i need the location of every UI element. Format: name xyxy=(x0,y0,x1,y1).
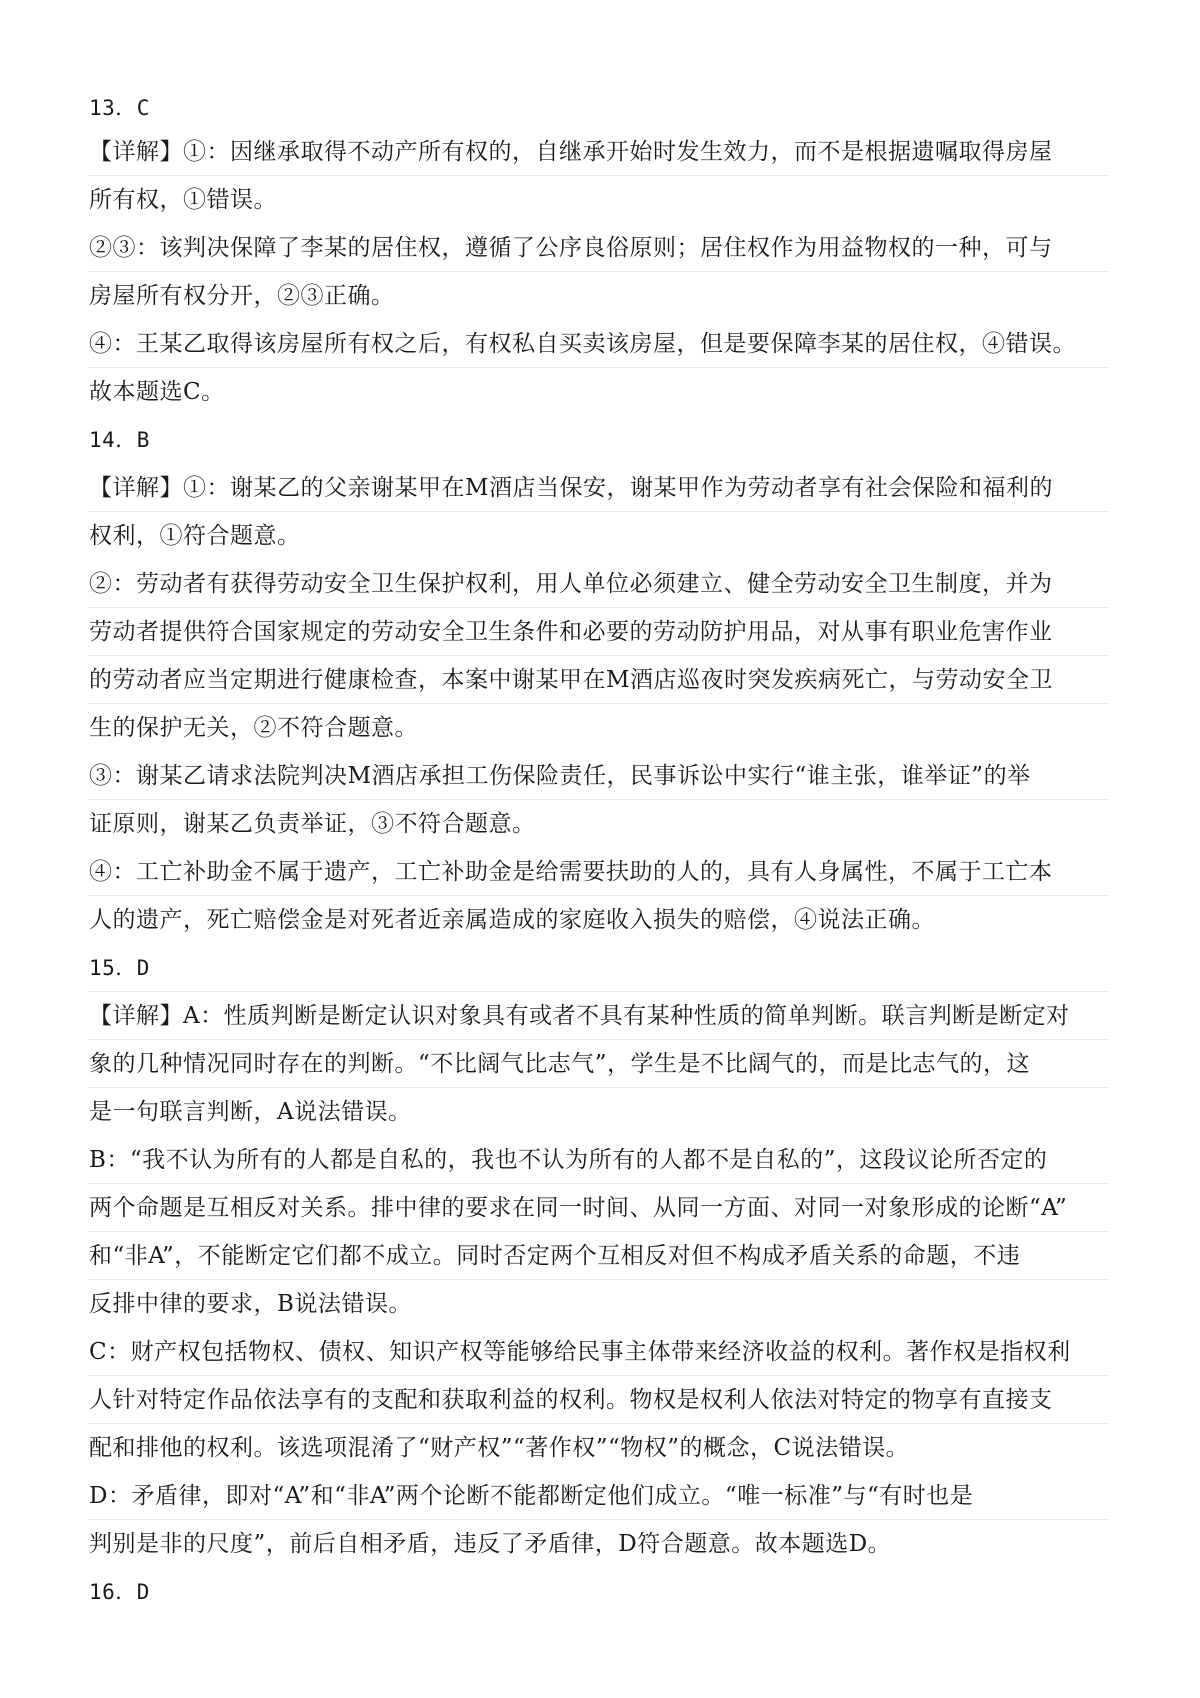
text-line: 【详解】①：因继承取得不动产所有权的，自继承开始时发生效力，而不是根据遗嘱取得房屋 xyxy=(89,128,1109,176)
answer-heading-15: 15．D xyxy=(89,944,1109,992)
text-line: 反排中律的要求，B说法错误。 xyxy=(89,1291,412,1317)
text-line: ③：谢某乙请求法院判决M酒店承担工伤保险责任，民事诉讼中实行“谁主张，谁举证”的举 xyxy=(89,752,1109,800)
text-line: ④：王某乙取得该房屋所有权之后，有权私自买卖该房屋，但是要保障李某的居住权，④错误。 xyxy=(89,320,1109,368)
text-line: ②：劳动者有获得劳动安全卫生保护权利，用人单位必须建立、健全劳动安全卫生制度，并为 xyxy=(89,560,1109,608)
text-line: 人针对特定作品依法享有的支配和获取利益的权利。物权是权利人依法对特定的物享有直接支 xyxy=(89,1376,1109,1424)
text-line: 证原则，谢某乙负责举证，③不符合题意。 xyxy=(89,811,536,837)
text-line: 人的遗产，死亡赔偿金是对死者近亲属造成的家庭收入损失的赔偿，④说法正确。 xyxy=(89,907,935,933)
answer-heading-13: 13．C xyxy=(89,96,150,120)
text-line: 【详解】①：谢某乙的父亲谢某甲在M酒店当保安，谢某甲作为劳动者享有社会保险和福利的 xyxy=(89,464,1109,512)
text-line: 劳动者提供符合国家规定的劳动安全卫生条件和必要的劳动防护用品，对从事有职业危害作业 xyxy=(89,608,1109,656)
text-line: ②③：该判决保障了李某的居住权，遵循了公序良俗原则；居住权作为用益物权的一种，可与 xyxy=(89,224,1109,272)
text-line: 【详解】A：性质判断是断定认识对象具有或者不具有某种性质的简单判断。联言判断是断定对 xyxy=(89,992,1109,1040)
text-line: 所有权，①错误。 xyxy=(89,187,277,213)
text-line: 是一句联言判断，A说法错误。 xyxy=(89,1099,412,1125)
answer-heading-14: 14．B xyxy=(89,428,150,452)
text-line: ④：工亡补助金不属于遗产，工亡补助金是给需要扶助的人的，具有人身属性，不属于工亡本 xyxy=(89,848,1109,896)
text-line: 房屋所有权分开，②③正确。 xyxy=(89,283,395,309)
text-line: 的劳动者应当定期进行健康检查，本案中谢某甲在M酒店巡夜时突发疾病死亡，与劳动安全卫 xyxy=(89,656,1109,704)
document-page xyxy=(89,88,1109,1616)
text-line: 判别是非的尺度”，前后自相矛盾，违反了矛盾律，D符合题意。故本题选D。 xyxy=(89,1531,892,1557)
text-line: 生的保护无关，②不符合题意。 xyxy=(89,715,418,741)
text-line: D：矛盾律，即对“A”和“非A”两个论断不能都断定他们成立。“唯一标准”与“有时也是 xyxy=(89,1472,1109,1520)
text-line: B：“我不认为所有的人都是自私的，我也不认为所有的人都不是自私的”，这段议论所否定的 xyxy=(89,1136,1109,1184)
answer-heading-16: 16．D xyxy=(89,1580,150,1604)
text-line: 权利，①符合题意。 xyxy=(89,523,301,549)
text-line: 配和排他的权利。该选项混淆了“财产权”“著作权”“物权”的概念，C说法错误。 xyxy=(89,1435,910,1461)
text-line: 故本题选C。 xyxy=(89,379,225,405)
text-line: C：财产权包括物权、债权、知识产权等能够给民事主体带来经济收益的权利。著作权是指权利 xyxy=(89,1328,1109,1376)
text-line: 象的几种情况同时存在的判断。“不比阔气比志气”，学生是不比阔气的，而是比志气的，这 xyxy=(89,1040,1109,1088)
text-line: 两个命题是互相反对关系。排中律的要求在同一时间、从同一方面、对同一对象形成的论断“A” xyxy=(89,1184,1109,1232)
text-line: 和“非A”，不能断定它们都不成立。同时否定两个互相反对但不构成矛盾关系的命题，不违 xyxy=(89,1232,1109,1280)
